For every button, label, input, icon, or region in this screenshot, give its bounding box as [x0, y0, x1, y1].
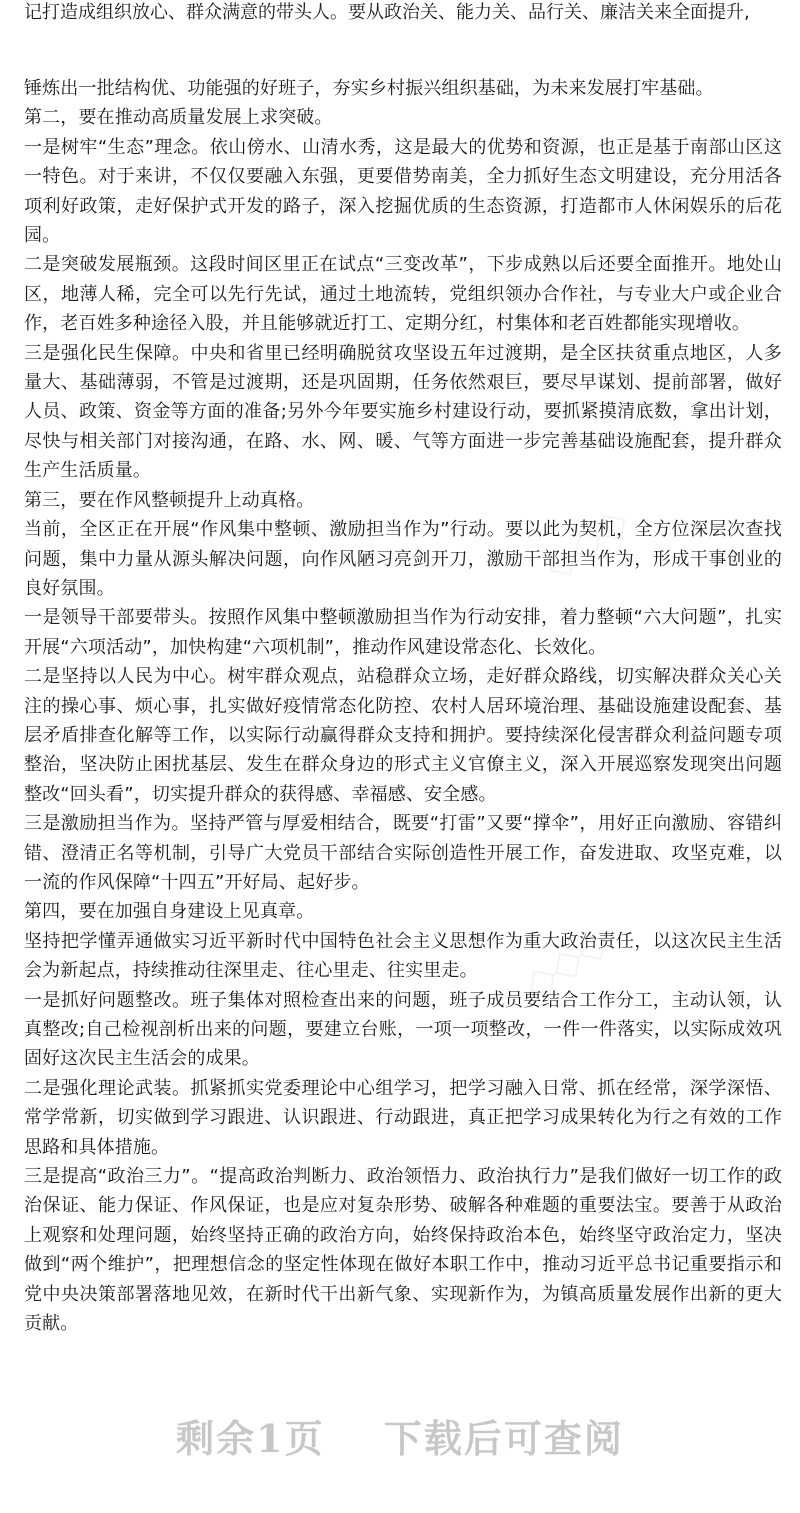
download-notice[interactable] — [0, 1408, 800, 1463]
download-hint-text: 下载后可查阅 — [383, 1416, 624, 1461]
paragraph: 锤炼出一批结构优、功能强的好班子，夯实乡村振兴组织基础，为未来发展打牢基础。 — [24, 78, 714, 99]
section-heading-2: 第二，要在推动高质量发展上求突破。 — [24, 107, 333, 129]
paragraph: 三是强化民生保障。中央和省里已经明确脱贫攻坚设五年过渡期，是全区扶贫重点地区，人多量大、基础薄弱，不管是过渡期，还是巩固期，任务依然艰巨，要尽早谋划、提前部署，做好人员、政策、资金等方面的准备;另外今年要实施乡村建设行动，要抓紧摸清底数，拿出计划，尽快与相关部门对接沟通，在路、水、网、暖、气等方面进一步完善基础设施配套，提升群众生产生活质量。 — [24, 342, 782, 482]
paragraph: 二是强化理论武装。抓紧抓实党委理论中心组学习，把学习融入日常、抓在经常，深学深悟、常学常新，切实做到学习跟进、认识跟进、行动跟进，真正把学习成果转化为行之有效的工作思路和具体措施。 — [24, 1077, 782, 1158]
section-heading-4: 第四，要在加强自身建设上见真章。 — [24, 901, 315, 923]
paragraph: 二是突破发展瓶颈。这段时间区里正在试点“三变改革”，下步成熟以后还要全面推开。地处山区，地薄人稀，完全可以先行先试，通过土地流转，党组织领办合作社，与专业大户或企业合作，老百姓多种途径入股，并且能够就近打工、定期分红，村集体和老百姓都能实现增收。 — [24, 254, 782, 335]
paragraph: 二是坚持以人民为中心。树牢群众观点，站稳群众立场，走好群众路线，切实解决群众关心关注的操心事、烦心事，扎实做好疫情常态化防控、农村人居环境治理、基础设施建设配套、基层矛盾排查化解等工作，以实际行动赢得群众支持和拥护。要持续深化侵害群众利益问题专项整治，坚决防止困扰基层、发生在群众身边的形式主义官僚主义，深入开展巡察发现突出问题整改“回头看”，切实提升群众的获得感、幸福感、安全感。 — [24, 666, 782, 805]
previous-page-fragment: 记打造成组织放心、群众满意的带头人。要从政治关、能力关、品行关、廉洁关来全面提升, — [24, 2, 750, 23]
watermark-mark: ◇◇◇ — [515, 917, 618, 1009]
paragraph: 一是抓好问题整改。班子集体对照检查出来的问题，班子成员要结合工作分工，主动认领，认真整改;自己检视剖析出来的问题，要建立台账，一项一项整改，一件一件落实，以实际成效巩固好这次民主生活会的成果。 — [24, 989, 782, 1070]
paragraph: 坚持把学懂弄通做实习近平新时代中国特色社会主义思想作为重大政治责任，以这次民主生活会为新起点，持续推动往深里走、往心里走、往实里走。 — [24, 930, 782, 982]
watermark-mark: ◇◇◇ — [535, 497, 638, 589]
paragraph: 三是提高“政治三力”。“提高政治判断力、政治领悟力、政治执行力”是我们做好一切工作的政治保证、能力保证、作风保证，也是应对复杂形势、破解各种难题的重要法宝。要善于从政治上观察和处理问题，始终坚持正确的政治方向，始终保持政治本色，始终坚守政治定力，坚决做到“两个维护”，把理想信念的坚定性体现在做好本职工作中，推动习近平总书记重要指示和党中央决策部署落地见效，在新时代干出新气象、实现新作为，为镇高质量发展作出新的更大贡献。 — [24, 1166, 782, 1335]
paragraph: 三是激励担当作为。坚持严管与厚爱相结合，既要“打雷”又要“撑伞”，用好正向激励、容错纠错、澄清正名等机制，引导广大党员干部结合实际创造性开展工作，奋发进取、攻坚克难，以一流的作风保障“十四五”开好局、起好步。 — [24, 813, 782, 893]
paragraph: 一是领导干部要带头。按照作风集中整顿激励担当作为行动安排，着力整顿“六大问题”，扎实开展“六项活动”，加快构建“六项机制”，推动作风建设常态化、长效化。 — [24, 607, 782, 658]
paragraph: 当前，全区正在开展“作风集中整顿、激励担当作为”行动。要以此为契机，全方位深层次查找问题，集中力量从源头解决问题，向作风陋习亮剑开刀，激励干部担当作为，形成干事创业的良好氛围。 — [24, 519, 782, 599]
remaining-pages-text: 剩余1页 — [176, 1416, 325, 1461]
paragraph: 一是树牢“生态”理念。依山傍水、山清水秀，这是最大的优势和资源，也正是基于南部山区这一特色。对于来讲，不仅仅要融入东强，更要借势南美，全力抓好生态文明建设，充分用活各项利好政策，走好保护式开发的路子，深入挖掘优质的生态资源，打造都市人休闲娱乐的后花园。 — [24, 136, 782, 247]
section-heading-3: 第三，要在作风整顿提升上动真格。 — [24, 489, 315, 511]
document-body — [24, 74, 782, 1338]
